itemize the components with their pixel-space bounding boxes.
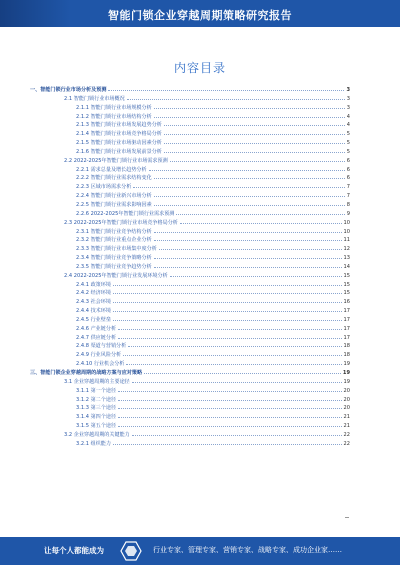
toc-leader-dots: [164, 134, 345, 135]
toc-entry[interactable]: [30, 289, 350, 298]
toc-page-number: 6: [346, 166, 350, 173]
toc-leader-dots: [164, 152, 345, 153]
toc-entry[interactable]: [30, 325, 350, 334]
toc-heading: 内容目录: [173, 61, 226, 75]
toc-page-number: 20: [343, 396, 350, 403]
toc-entry[interactable]: [30, 121, 350, 130]
toc-leader-dots: [127, 99, 345, 100]
toc-page-number: 20: [343, 387, 350, 394]
toc-leader-dots: [118, 426, 341, 427]
toc-entry[interactable]: [30, 113, 350, 122]
toc-leader-dots: [132, 435, 342, 436]
toc-page-number: 20: [343, 405, 350, 412]
toc-page-number: 15: [343, 290, 350, 297]
toc-leader-dots: [164, 125, 345, 126]
toc-entry-text: 3.1.4 第四个途径: [76, 414, 117, 421]
toc-entry-text: 2.4.10 行业机会分析: [76, 361, 125, 368]
toc-leader-dots: [118, 400, 341, 401]
toc-page-number: 6: [346, 175, 350, 182]
toc-leader-dots: [118, 408, 341, 409]
toc-page-number: 15: [343, 272, 350, 279]
toc-entry[interactable]: [30, 104, 350, 113]
toc-entry[interactable]: [30, 219, 350, 228]
toc-entry[interactable]: [30, 174, 350, 183]
toc-entry[interactable]: [30, 263, 350, 272]
toc-page-number: 17: [343, 325, 350, 332]
toc-entry-text: 2.4.8 渠道与营销分析: [76, 343, 127, 350]
toc-entry-text: 2.3.3 智能门锁行业市场集中度分析: [76, 246, 157, 253]
toc-page-number: 15: [343, 281, 350, 288]
footer-brand-text: 让每个人都能成为: [44, 546, 104, 555]
toc-leader-dots: [132, 382, 342, 383]
toc-leader-dots: [118, 391, 341, 392]
toc-entry-text: 2.4.6 产业链分析: [76, 325, 117, 332]
toc-entry[interactable]: [30, 342, 350, 351]
toc-leader-dots: [113, 444, 342, 445]
toc-page-number: 11: [343, 237, 350, 244]
toc-leader-dots: [133, 187, 344, 188]
toc-entry[interactable]: [30, 298, 350, 307]
toc-entry[interactable]: [30, 272, 350, 281]
toc-entry[interactable]: [30, 378, 350, 387]
toc-entry-text: 3.2.1 组织能力: [76, 440, 111, 447]
toc-leader-dots: [144, 373, 341, 374]
toc-entry[interactable]: [30, 183, 350, 192]
toc-entry[interactable]: [30, 201, 350, 210]
toc-entry[interactable]: [30, 95, 350, 104]
toc-leader-dots: [154, 258, 342, 259]
toc-leader-dots: [113, 302, 342, 303]
toc-entry-text: 2.1 智能门锁行业市场概况: [64, 95, 125, 102]
toc-entry[interactable]: [30, 148, 350, 157]
toc-entry[interactable]: [30, 130, 350, 139]
toc-entry[interactable]: [30, 254, 350, 263]
toc-leader-dots: [154, 196, 345, 197]
toc-leader-dots: [118, 417, 341, 418]
toc-leader-dots: [149, 170, 345, 171]
toc-entry-text: 2.4.4 技术环境: [76, 308, 111, 315]
toc-page-number: 10: [343, 228, 350, 235]
toc-entry-text: 3.1.2 第二个途径: [76, 396, 117, 403]
toc-page-number: 19: [343, 361, 350, 368]
toc-entry-text: 三、智能门锁企业穿越周期的战略方案与应对策略: [30, 370, 143, 376]
toc-entry-text: 2.4.3 社会环境: [76, 299, 111, 306]
toc-entry-text: 2.3.1 智能门锁行业竞争结构分析: [76, 228, 152, 235]
toc-entry[interactable]: [30, 334, 350, 343]
toc-page-number: 3: [346, 95, 350, 102]
toc-entry[interactable]: [30, 431, 350, 440]
toc-page-number: 9: [346, 210, 350, 217]
toc-entry[interactable]: [30, 369, 350, 378]
toc-page-number: 5: [346, 148, 350, 155]
toc-entry-text: 2.1.5 智能门锁行业市场驱动因素分析: [76, 140, 162, 147]
toc-leader-dots: [170, 161, 345, 162]
toc-entry[interactable]: [30, 422, 350, 431]
toc-entry[interactable]: [30, 139, 350, 148]
toc-entry[interactable]: [30, 281, 350, 290]
toc-entry[interactable]: [30, 413, 350, 422]
toc-page-number: 22: [343, 440, 350, 447]
toc-leader-dots: [108, 90, 344, 91]
toc-page-number: 4: [346, 113, 350, 120]
toc-entry-text: 2.2.3 区域市场需求分析: [76, 184, 132, 191]
toc-leader-dots: [154, 267, 342, 268]
toc-entry-text: 2.2.2 智能门锁行业需求结构变化: [76, 175, 152, 182]
toc-entry-text: 2.1.2 智能门锁行业市场结构分析: [76, 113, 152, 120]
toc-leader-dots: [154, 108, 345, 109]
toc-entry-text: 2.1.1 智能门锁行业市场规模分析: [76, 104, 152, 111]
toc-page-number: 6: [346, 157, 350, 164]
toc-leader-dots: [113, 293, 342, 294]
report-title: 智能门锁企业穿越周期策略研究报告: [108, 9, 292, 22]
footer-slogan: 行业专家、管理专家、营销专家、战略专家、成功企业家……: [153, 546, 342, 554]
toc-page-number: 19: [342, 370, 350, 376]
toc-leader-dots: [176, 214, 344, 215]
toc-entry-text: 3.1.5 第五个途径: [76, 423, 117, 430]
toc-entry-text: 2.2.4 智能门锁行业新兴市场分析: [76, 193, 152, 200]
toc-leader-dots: [154, 178, 345, 179]
toc-leader-dots: [128, 346, 341, 347]
toc-entry[interactable]: [30, 166, 350, 175]
toc-entry-text: 3.2 企业穿越周期的关键能力: [64, 431, 130, 438]
toc-entry[interactable]: [30, 440, 350, 449]
table-of-contents: [30, 86, 350, 449]
toc-page-number: 5: [346, 140, 350, 147]
toc-entry-text: 2.2.5 智能门锁行业需求影响因素: [76, 201, 152, 208]
toc-leader-dots: [113, 311, 342, 312]
toc-entry-text: 2.3.4 智能门锁行业竞争策略分析: [76, 255, 152, 262]
toc-leader-dots: [123, 355, 341, 356]
toc-entry-text: 2.1.3 智能门锁行业市场发展趋势分析: [76, 122, 162, 129]
toc-page-number: 17: [343, 308, 350, 315]
toc-leader-dots: [154, 240, 342, 241]
toc-entry[interactable]: [30, 245, 350, 254]
toc-entry-text: 2.3.2 智能门锁行业重点企业分析: [76, 237, 152, 244]
toc-leader-dots: [126, 364, 341, 365]
toc-page-number: 8: [346, 201, 350, 208]
toc-entry-text: 2.4.5 行业壁垒: [76, 316, 111, 323]
toc-entry-text: 3.1.1 第一个途径: [76, 387, 117, 394]
toc-page-number: 22: [343, 431, 350, 438]
toc-leader-dots: [154, 117, 345, 118]
toc-leader-dots: [113, 285, 342, 286]
toc-page-number: 19: [343, 378, 350, 385]
toc-entry[interactable]: [30, 396, 350, 405]
toc-leader-dots: [159, 249, 342, 250]
toc-entry-text: 3.1 企业穿越周期的主要途径: [64, 378, 130, 385]
toc-leader-dots: [170, 276, 342, 277]
toc-entry[interactable]: [30, 210, 350, 219]
toc-page-number: 17: [343, 334, 350, 341]
toc-page-number: 7: [346, 184, 350, 191]
toc-leader-dots: [113, 320, 342, 321]
toc-entry[interactable]: [30, 228, 350, 237]
toc-page-number: 17: [343, 316, 350, 323]
toc-entry[interactable]: [30, 157, 350, 166]
toc-page-number: 18: [343, 352, 350, 359]
toc-entry-text: 2.3.5 智能门锁行业竞争趋势分析: [76, 263, 152, 270]
toc-entry[interactable]: [30, 316, 350, 325]
toc-page-number: 3: [346, 87, 350, 93]
toc-page-number: 3: [346, 104, 350, 111]
toc-entry[interactable]: [30, 236, 350, 245]
toc-page-number: 10: [343, 219, 350, 226]
toc-page-number: 13: [343, 255, 350, 262]
toc-entry[interactable]: [30, 351, 350, 360]
toc-entry[interactable]: [30, 307, 350, 316]
toc-entry[interactable]: [30, 404, 350, 413]
toc-entry-text: 2.2.6 2022-2025年智能门锁行业需求预测: [76, 210, 175, 217]
toc-entry-text: 2.2.1 需求总量及增长趋势分析: [76, 166, 147, 173]
toc-entry[interactable]: [30, 192, 350, 201]
toc-page-number: 12: [343, 246, 350, 253]
toc-page-number: 7: [346, 193, 350, 200]
toc-entry[interactable]: [30, 360, 350, 369]
toc-leader-dots: [118, 329, 341, 330]
toc-page-number: 21: [343, 423, 350, 430]
toc-page-number: 4: [346, 122, 350, 129]
toc-entry[interactable]: [30, 86, 350, 95]
toc-entry-text: 一、智能门锁行业市场分析及预测: [30, 87, 107, 93]
page-marker: [345, 517, 349, 518]
toc-entry-text: 2.4.7 供应链分析: [76, 334, 117, 341]
toc-entry-text: 2.2 2022-2025年智能门锁行业市场需求预测: [64, 157, 168, 164]
toc-leader-dots: [154, 232, 342, 233]
toc-entry-text: 2.4.9 行业风险分析: [76, 352, 122, 359]
toc-entry[interactable]: [30, 387, 350, 396]
toc-entry-text: 2.3 2022-2025年智能门锁行业市场竞争格局分析: [64, 219, 178, 226]
toc-page-number: 5: [346, 131, 350, 138]
toc-page-number: 18: [343, 343, 350, 350]
toc-leader-dots: [164, 143, 345, 144]
toc-page-number: 16: [343, 299, 350, 306]
toc-entry-text: 2.4.1 政策环境: [76, 281, 111, 288]
toc-leader-dots: [154, 205, 345, 206]
toc-entry-text: 3.1.3 第三个途径: [76, 405, 117, 412]
toc-leader-dots: [118, 338, 341, 339]
toc-leader-dots: [180, 223, 342, 224]
toc-entry-text: 2.4.2 经济环境: [76, 290, 111, 297]
toc-entry-text: 2.4 2022-2025年智能门锁行业发展环境分析: [64, 272, 168, 279]
hexagon-logo-icon: [120, 541, 142, 561]
toc-entry-text: 2.1.6 智能门锁行业市场发展前景分析: [76, 148, 162, 155]
toc-page-number: 14: [343, 263, 350, 270]
toc-page-number: 21: [343, 414, 350, 421]
toc-entry-text: 2.1.4 智能门锁行业市场竞争格局分析: [76, 131, 162, 138]
